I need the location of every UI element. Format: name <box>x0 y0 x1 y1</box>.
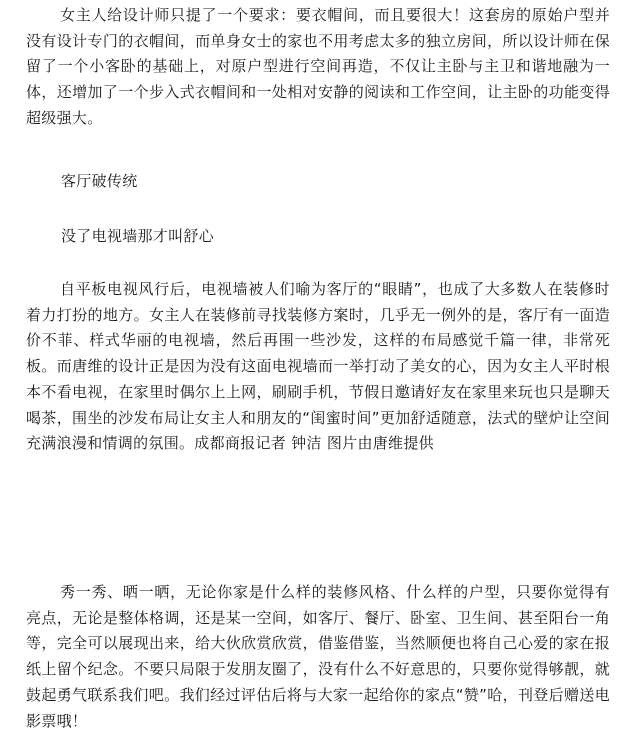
living-room-paragraph: 自平板电视风行后，电视墙被人们喻为客厅的“眼睛”，也成了大多数人在装修时着力打扮的地方。女主人在装修前寻找装修方案时，几乎无一例外的是，客厅有一面造价不菲、样式华丽的电视墙，然后再围一些沙发，这样的布局感觉千篇一律，非常死板。而唐维的设计正是因为没有这面电视墙而一举打动了美女的心，因为女主人平时根本不看电视，在家里时偶尔上上网，刷刷手机，节假日邀请好友在家里来玩也只是聊天喝茶，围坐的沙发布局让女主人和朋友的“闺蜜时间”更加舒适随意，法式的壁炉让空间充满浪漫和情调的氛围。成都商报记者 钟洁 图片由唐维提供 <box>26 280 610 453</box>
intro-paragraph: 女主人给设计师只提了一个要求：要衣帽间，而且要很大！这套房的原始户型并没有设计专门的衣帽间，而单身女士的家也不用考虑太多的独立房间，所以设计师在保留了一个小客卧的基础上，对原户型进行空间再造，不仅让主卧与主卫和谐地融为一体，还增加了一个步入式衣帽间和一处相对安静的阅读和工作空间，让主卧的功能变得超级强大。 <box>26 6 610 127</box>
section-heading-living-room: 客厅破传统 <box>61 172 138 190</box>
section-subheading-no-tv-wall: 没了电视墙那才叫舒心 <box>61 227 215 245</box>
call-to-action-paragraph: 秀一秀、晒一晒，无论你家是什么样的装修风格、什么样的户型，只要你觉得有亮点，无论是整体格调，还是某一空间，如客厅、餐厅、卧室、卫生间、甚至阳台一角等，完全可以展现出来，给大伙欣赏欣赏，借鉴借鉴，当然顺便也将自己心爱的家在报纸上留个纪念。不要只局限于发朋友圈了，没有什么不好意思的，只要你觉得够靓，就鼓起勇气联系我们吧。我们经过评估后将与大家一起给你的家点“赞”哈，刊登后赠送电影票哦！ <box>26 583 610 730</box>
